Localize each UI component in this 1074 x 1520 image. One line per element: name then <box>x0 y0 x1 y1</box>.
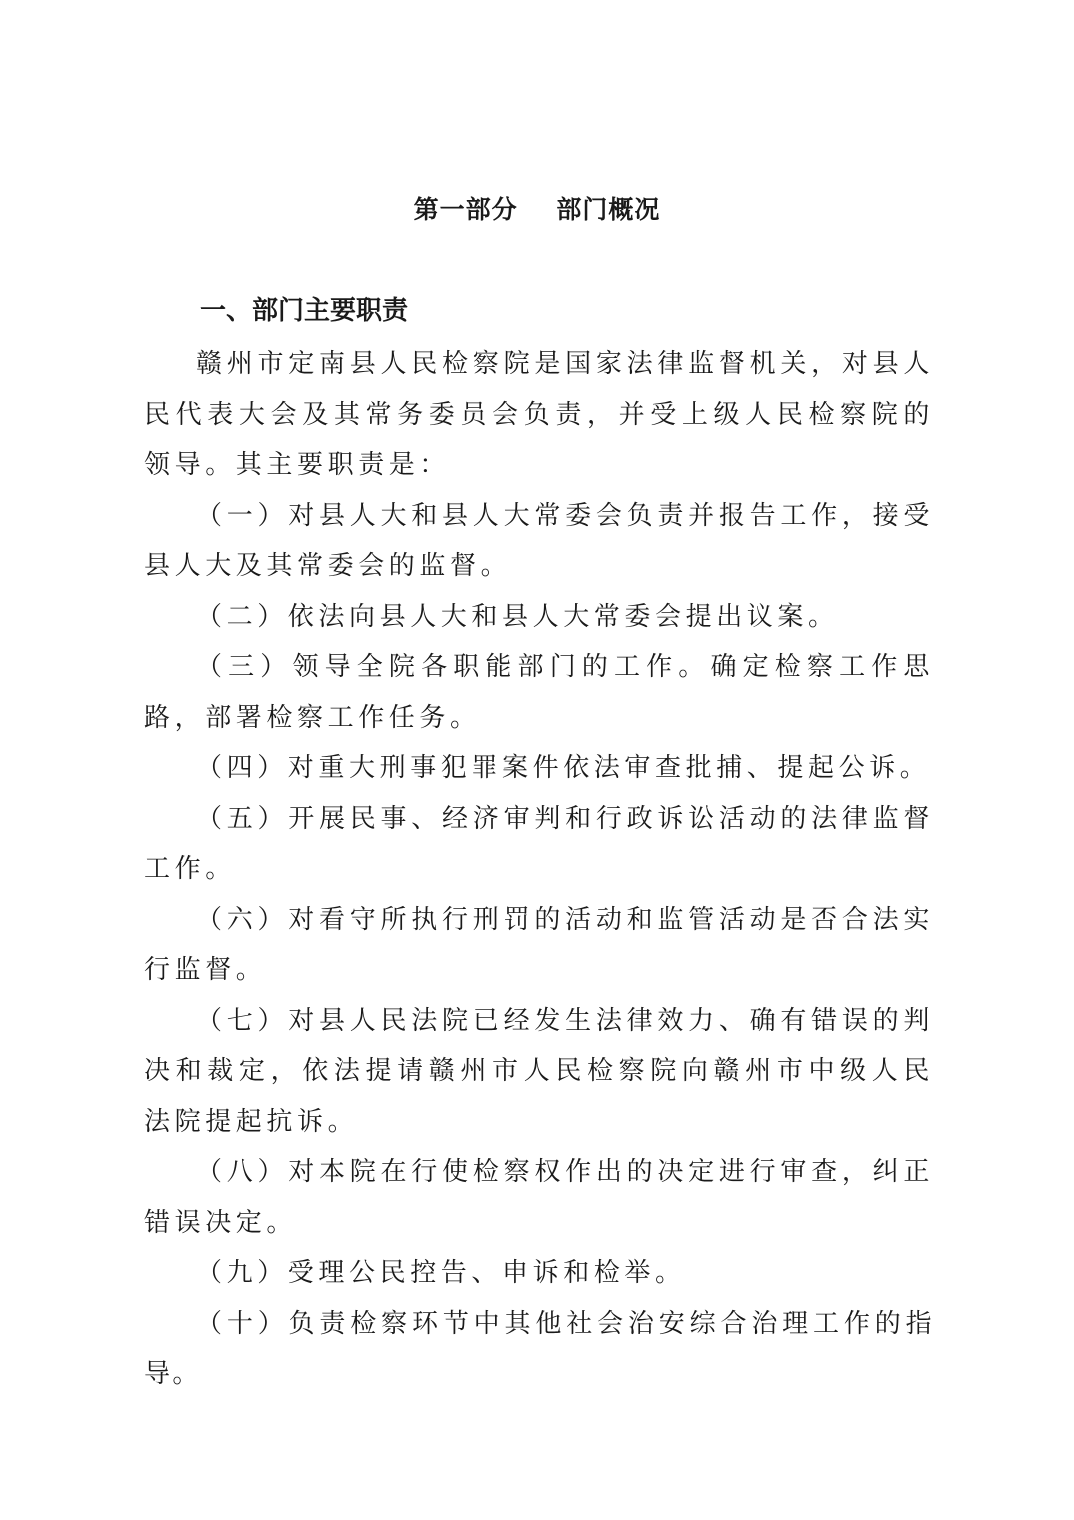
duty-paragraph-3: （三）领导全院各职能部门的工作。确定检察工作思路，部署检察工作任务。 <box>144 652 934 733</box>
body-text <box>144 339 934 1400</box>
section-heading: 一、部门主要职责 <box>200 296 409 326</box>
duty-paragraph-7: （七）对县人民法院已经发生法律效力、确有错误的判决和裁定，依法提请赣州市人民检察院向赣州市中级人民法院提起抗诉。 <box>144 1005 934 1137</box>
duty-paragraph-6: （六）对看守所执行刑罚的活动和监管活动是否合法实行监督。 <box>144 904 934 985</box>
intro-paragraph: 赣州市定南县人民检察院是国家法律监督机关，对县人民代表大会及其常务委员会负责，并受上级人民检察院的领导。其主要职责是： <box>144 349 934 480</box>
duty-paragraph-9: （九）受理公民控告、申诉和检举。 <box>196 1258 686 1288</box>
duty-paragraph-5: （五）开展民事、经济审判和行政诉讼活动的法律监督工作。 <box>144 803 934 884</box>
duty-paragraph-1: （一）对县人大和县人大常委会负责并报告工作，接受县人大及其常委会的监督。 <box>144 500 934 581</box>
duty-paragraph-10: （十）负责检察环节中其他社会治安综合治理工作的指导。 <box>144 1308 934 1389</box>
duty-paragraph-8: （八）对本院在行使检察权作出的决定进行审查，纠正错误决定。 <box>144 1157 934 1238</box>
page-title: 第一部分 部门概况 <box>413 195 661 224</box>
duty-paragraph-4: （四）对重大刑事犯罪案件依法审查批捕、提起公诉。 <box>196 753 931 783</box>
duty-paragraph-2: （二）依法向县人大和县人大常委会提出议案。 <box>196 601 839 632</box>
